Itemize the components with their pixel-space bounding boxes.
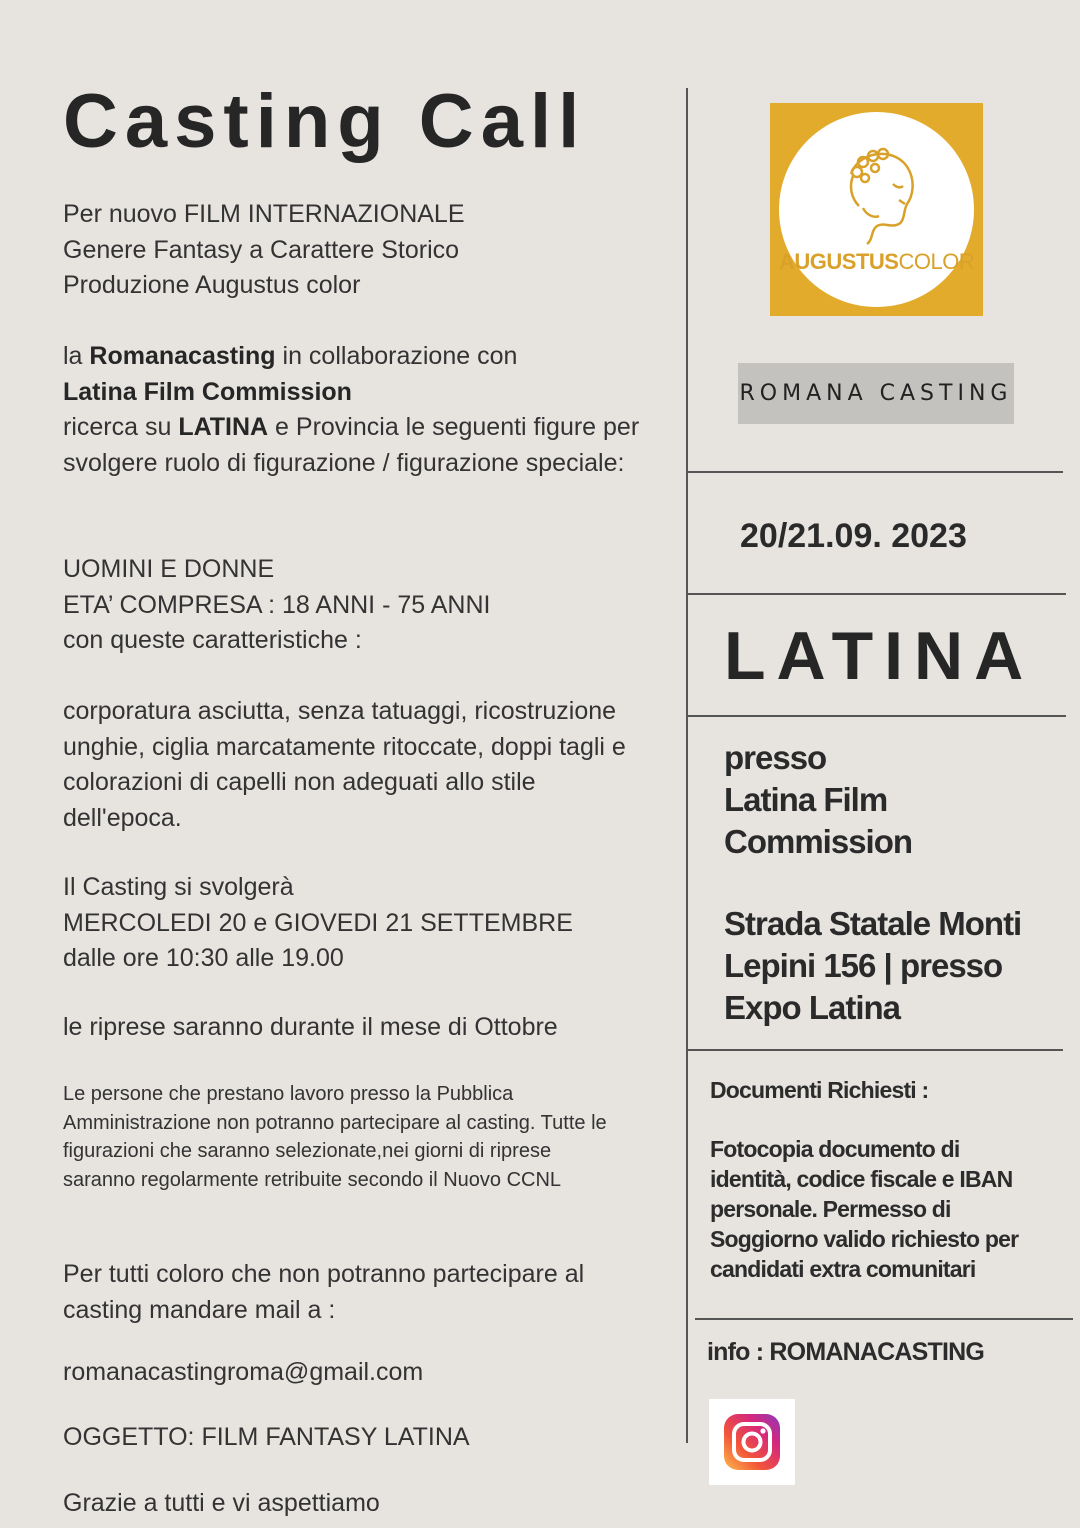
intro-block [63,197,663,304]
venue-address: Strada Statale Monti Lepini 156 | presso Expo Latina [724,905,1022,1026]
intro-line: Per nuovo FILM INTERNAZIONALE [63,200,465,228]
logo-circle [779,112,974,307]
schedule-block: Il Casting si svolgerà MERCOLEDI 20 e GIOVEDI 21 SETTEMBRE dalle ore 10:30 alle 19.00 [63,873,573,972]
notice-block: Le persone che prestano lavoro presso la Pubblica Amministrazione non potranno partecipare al casting. Tutte le figurazioni che saranno selezionate,nei giorni di riprese saranno regolarmente retribuite secondo il Nuovo CCNL [63,1083,607,1191]
divider [686,593,1066,595]
divider [686,471,1063,473]
mail-note: Per tutti coloro che non potranno partecipare al casting mandare mail a : [63,1260,585,1324]
instagram-icon[interactable] [723,1413,781,1471]
closing-line: Grazie a tutti e vi aspettiamo [63,1489,380,1517]
instagram-button[interactable] [709,1399,795,1485]
shooting-note: le riprese saranno durante il mese di Ottobre [63,1013,558,1041]
augustus-color-logo [770,103,983,316]
venue-block: presso Latina Film Commission [724,739,913,860]
vertical-divider [686,88,688,1443]
romana-casting-badge: ROMANA CASTING [738,363,1014,424]
event-city: LATINA [724,618,1035,694]
email-address[interactable]: romanacastingroma@gmail.com [63,1358,424,1386]
divider [686,1049,1063,1051]
documents-text: Fotocopia documento di identità, codice fiscale e IBAN personale. Permesso di Soggiorno valido richiesto per candidati extra comunitari [710,1136,1019,1282]
intro-line: Produzione Augustus color [63,271,361,299]
event-date: 20/21.09. 2023 [740,517,967,555]
divider [695,1318,1073,1320]
info-line: info : ROMANACASTING [707,1338,985,1366]
collaboration-block: la Romanacasting in collaborazione con Latina Film Commission ricerca su LATINA e Provincia le seguenti figure per svolgere ruolo di figurazione / figurazione speciale: [63,342,640,477]
augustus-head-icon [779,112,974,307]
divider [686,715,1066,717]
documents-heading: Documenti Richiesti : [710,1077,929,1103]
city-name: LATINA [178,413,269,441]
commission-name: Latina Film Commission [63,377,352,406]
email-subject: OGGETTO: FILM FANTASY LATINA [63,1423,470,1451]
logo-wordmark: AUGUSTUSCOLOR [779,249,975,274]
romanacasting-name: Romanacasting [89,342,276,370]
traits-block: corporatura asciutta, senza tatuaggi, ricostruzione unghie, ciglia marcatamente ritoccate, doppi tagli e colorazioni di capelli non adeguati allo stile dell'epoca. [63,697,626,832]
requirements-block: UOMINI E DONNE ETA’ COMPRESA : 18 ANNI - 75 ANNI con queste caratteristiche : [63,555,491,654]
page-title: Casting Call [63,79,587,164]
intro-line: Genere Fantasy a Carattere Storico [63,235,460,264]
